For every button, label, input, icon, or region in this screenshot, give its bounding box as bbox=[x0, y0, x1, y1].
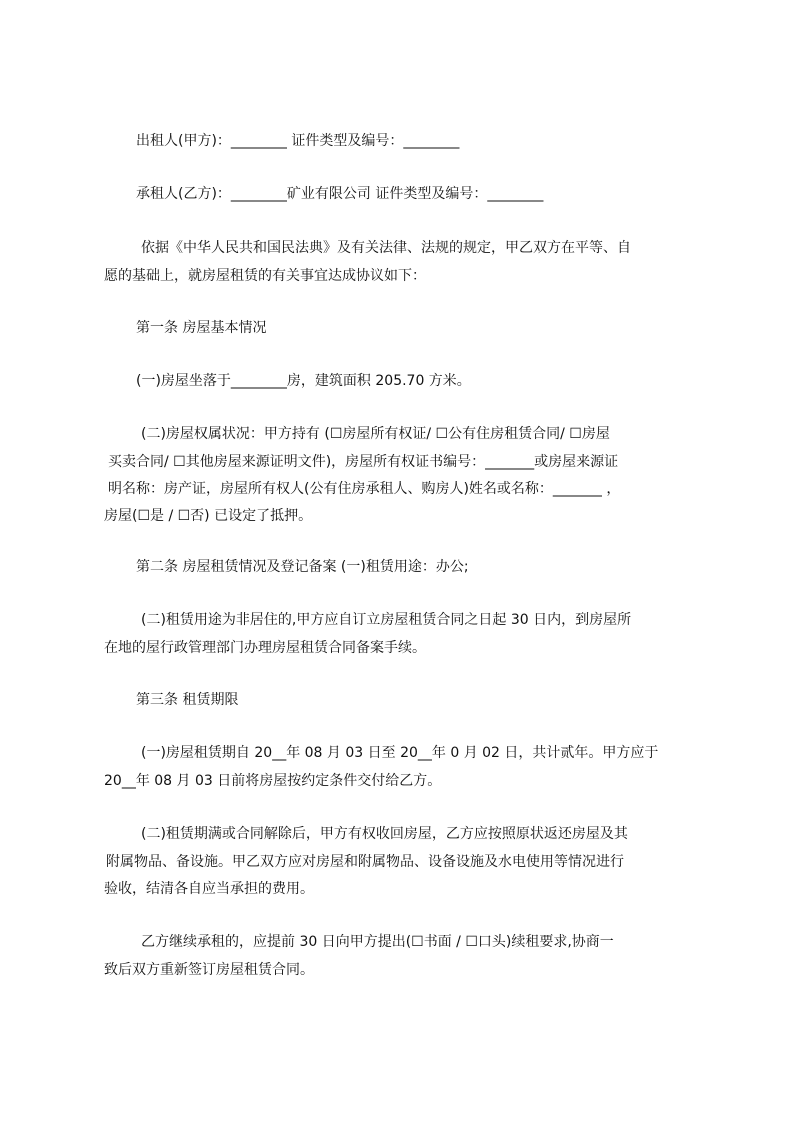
article2-item2-line-2: 在地的屋行政管理部门办理房屋租赁合同备案手续。 bbox=[104, 640, 426, 656]
article1-item2-line-3: 明名称：房产证，房屋所有权人(公有住房承租人、购房人)姓名或名称：_______ ， bbox=[108, 481, 621, 497]
article3-item2-line-2: 附属物品、备设施。甲乙双方应对房屋和附属物品、设备设施及水电使用等情况进行 bbox=[106, 854, 624, 870]
article3-item1-line-2: 20__年 08 月 03 日前将房屋按约定条件交付给乙方。 bbox=[104, 773, 442, 789]
article1-item2-line-2: 买卖合同/ ☐其他房屋来源证明文件)，房屋所有权证书编号：_______或房屋来源证 bbox=[108, 454, 619, 470]
lessee-line: 承租人(乙方)：________矿业有限公司 证件类型及编号：________ bbox=[136, 186, 544, 202]
article2-item2-line-1: (二)租赁用途为非居住的,甲方应自订立房屋租赁合同之日起 30 日内，到房屋所 bbox=[141, 612, 632, 628]
article1-title: 第一条 房屋基本情况 bbox=[136, 320, 267, 336]
article1-item1: (一)房屋坐落于________房，建筑面积 205.70 方米。 bbox=[136, 373, 471, 389]
article1-item2-line-4: 房屋(☐是 / ☐否) 已设定了抵押。 bbox=[104, 508, 313, 524]
renewal-line-2: 致后双方重新签订房屋租赁合同。 bbox=[104, 962, 314, 978]
article3-item2-line-3: 验收，结清各自应当承担的费用。 bbox=[104, 881, 314, 897]
article2-title: 第二条 房屋租赁情况及登记备案 (一)租赁用途：办公; bbox=[136, 559, 469, 575]
article3-item1-line-1: (一)房屋租赁期自 20__年 08 月 03 日至 20__年 0 月 02 日，共计贰年。甲方应于 bbox=[141, 745, 659, 761]
preamble-line-1: 依据《中华人民共和国民法典》及有关法律、法规的规定，甲乙双方在平等、自 bbox=[141, 240, 631, 256]
article3-title: 第三条 租赁期限 bbox=[136, 692, 239, 708]
article1-item2-line-1: (二)房屋权属状况：甲方持有 (☐房屋所有权证/ ☐公有住房租赁合同/ ☐房屋 bbox=[141, 426, 610, 442]
preamble-line-2: 愿的基础上，就房屋租赁的有关事宜达成协议如下： bbox=[104, 268, 426, 284]
lessor-line: 出租人(甲方)：________ 证件类型及编号：________ bbox=[136, 133, 460, 149]
renewal-line-1: 乙方继续承租的，应提前 30 日向甲方提出(☐书面 / ☐口头)续租要求,协商一 bbox=[141, 934, 614, 950]
article3-item2-line-1: (二)租赁期满或合同解除后，甲方有权收回房屋，乙方应按照原状返还房屋及其 bbox=[141, 826, 628, 842]
